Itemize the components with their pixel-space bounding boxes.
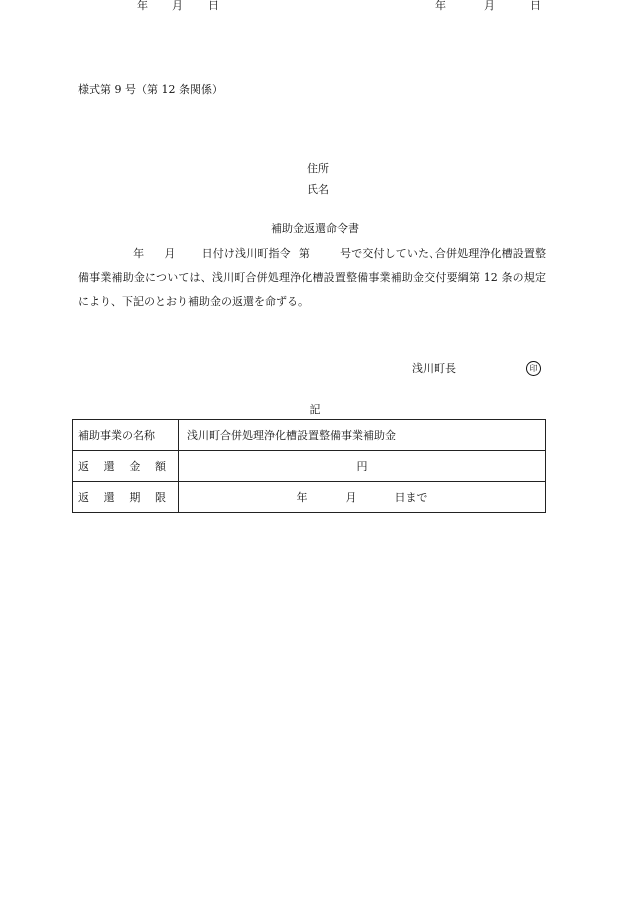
ki-heading: 記 [309, 403, 321, 416]
body-text: 号で交付していた､合併処理浄化槽設置整備事業補助金については、浅川町合併処理浄化槽設置整備事業補助金交付要綱第 12 条の規定により、下記のとおり補助金の返還を命ずる。 [78, 247, 547, 308]
top-date-year: 年 [435, 0, 446, 12]
refund-deadline-value [179, 482, 546, 513]
project-name-label: 補助事業の名称 [73, 420, 179, 451]
refund-amount-value: 円 [179, 451, 546, 482]
form-number: 様式第 9 号（第 12 条関係） [78, 83, 223, 96]
body-dai: 第 [298, 247, 310, 260]
seal-mark: 印 [526, 361, 541, 376]
deadline-year: 年 [296, 491, 308, 504]
label-char: 金 [129, 460, 141, 473]
record-table [72, 419, 546, 513]
label-char: 還 [103, 460, 115, 473]
name-label: 氏名 [307, 183, 329, 196]
label-char: 額 [154, 460, 166, 473]
issue-date-month: 月 [172, 0, 183, 12]
deadline-until: 日まで [394, 491, 428, 504]
refund-amount-label [73, 451, 179, 482]
issuer-title: 浅川町長 [412, 362, 456, 375]
document-title: 補助金返還命令書 [271, 222, 359, 235]
top-date-day: 日 [530, 0, 541, 12]
refund-deadline-label [73, 482, 179, 513]
body-month: 月 [164, 247, 176, 260]
table-row [73, 420, 546, 451]
body-year: 年 [133, 247, 145, 260]
issue-date-year: 年 [137, 0, 148, 12]
issue-date-day: 日 [208, 0, 219, 12]
address-label: 住所 [307, 162, 329, 175]
table-row [73, 482, 546, 513]
project-name-value: 浅川町合併処理浄化槽設置整備事業補助金 [179, 420, 546, 451]
label-char: 限 [154, 491, 166, 504]
label-char: 期 [129, 491, 141, 504]
top-date-month: 月 [484, 0, 495, 12]
label-char: 返 [78, 491, 89, 504]
label-char: 還 [103, 491, 115, 504]
body-day-ref: 日付け浅川町指令 [201, 247, 291, 260]
deadline-month: 月 [345, 491, 357, 504]
body-paragraph [78, 242, 546, 314]
label-char: 返 [78, 460, 89, 473]
table-row [73, 451, 546, 482]
